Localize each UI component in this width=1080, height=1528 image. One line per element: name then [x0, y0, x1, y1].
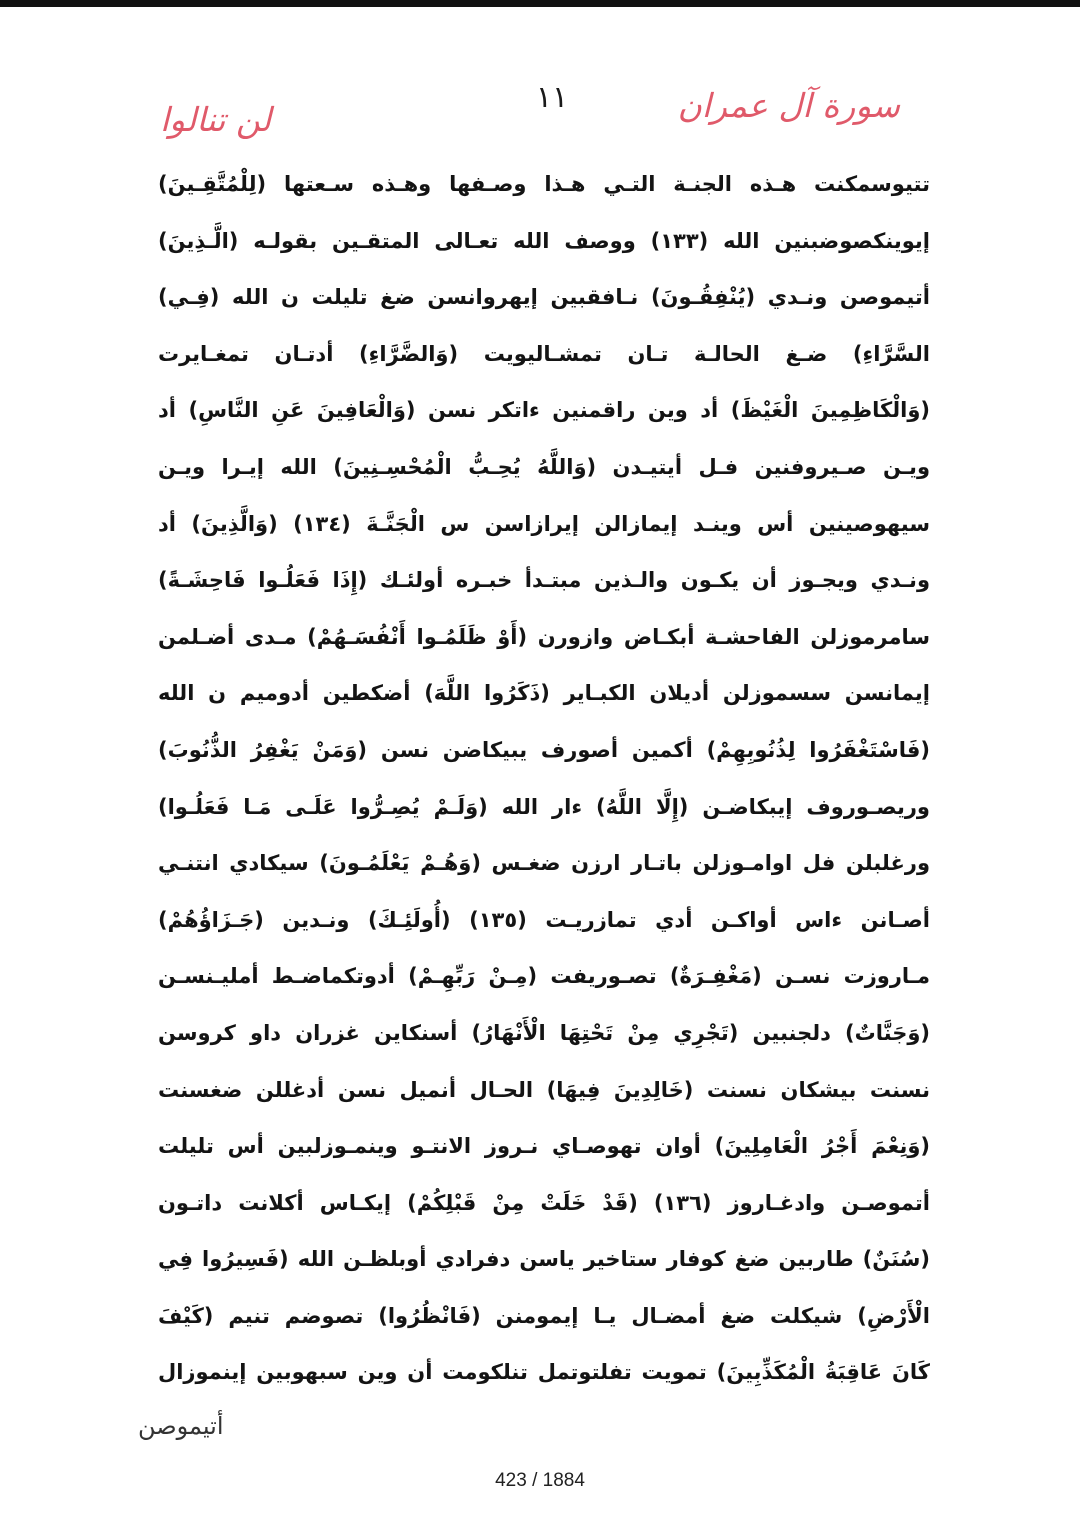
text-line: وريصـوروف إيبكاضـن (إِلَّا اللَّهُ) ءار الله (وَلَـمْ يُصِـرُّوا عَلَـى مَـا فَعَلُـوا)	[158, 794, 930, 819]
text-line: الْأَرْضِ) شيكلت ضغ أمضـال يـا إيمومنن (فَانْظُرُوا) تصوضم تنيم (كَيْفَ	[158, 1303, 930, 1328]
text-line: ونـدي ويجـوز أن يكـون والـذين مبتـدأ خبـره أولئـك (إِذَا فَعَلُـوا فَاحِشَـةً)	[158, 568, 930, 593]
text-line: (فَاسْتَغْفَرُوا لِذُنُوبِهِمْ) أكمين أصورف يبيكاضن نسن (وَمَنْ يَغْفِرُ الذُّنُوبَ)	[158, 737, 930, 762]
text-line: كَانَ عَاقِبَةُ الْمُكَذِّبِينَ) تمويت تفلتوتمل تنلكومت أن وين سبهوبين إينموزال	[158, 1360, 930, 1385]
text-line: إيمانسن سسموزلن أديلان الكبـاير (ذَكَرُوا اللَّهَ) أضكطين أدوميم ن الله	[158, 681, 930, 706]
text-line: مـاروزت نسـن (مَغْفِـرَةٌ) تصـوريفت (مِـنْ رَبِّهِـمْ) أدوتكماضـط أمليـنسـن	[158, 964, 930, 989]
text-line: ورغلبلن فل اوامـوزلن باتـار ارزن ضغـس (وَهُـمْ يَعْلَمُـونَ) سيكادي انتنـي	[158, 851, 930, 876]
text-line: أتيموصن ونـدي (يُنْفِقُـونَ) نـافقبين إيهروانسن ضغ تليلت ن الله (فِـي)	[158, 285, 930, 310]
text-line: السَّرَّاءِ) ضـغ الحالـة تـان تمشـاليويت (وَالضَّرَّاءِ) أدتـان تمغـايرت	[158, 341, 930, 366]
text-line: (وَنِعْمَ أَجْرُ الْعَامِلِينَ) أوان تهوصـاي نـروز الانتـو وينمـوزلبين أس تليلت	[158, 1134, 930, 1159]
catchword: أتيموصن	[138, 1412, 224, 1440]
text-line: سامرموزلن الفاحشـة أبكـاض وازورن (أَوْ ظَلَمُـوا أَنْفُسَـهُمْ) مـدى أضـلمن	[158, 624, 930, 649]
text-line: (وَجَنَّاتٌ) دلجنبين (تَجْرِي مِنْ تَحْتِهَا الْأَنْهَارُ) أسنكاين غزران داو كروسن	[158, 1020, 930, 1045]
page-number: ١١	[535, 80, 569, 115]
text-line: (سُنَنٌ) طاربين ضغ كوفار ستاخير ياسن دفرادي أوبلظـن الله (فَسِيرُوا فِي	[158, 1247, 930, 1272]
text-line: أصـانن ءاس أواكـن أدي تمازريـت (١٣٥) (أُولَئِـكَ) ونـدين (جَـزَاؤُهُمْ)	[158, 907, 930, 932]
verse-reference-annotation: لن تنالوا	[160, 100, 272, 139]
text-line: نسنت بيشكان نسنت (خَالِدِينَ فِيهَا) الحـال أنميل نسن أدغللن ضغسنت	[158, 1077, 930, 1102]
text-line: ويـن صـيروفنين فـل أيتيـدن (وَاللَّهُ يُحِـبُّ الْمُحْسِـنِينَ) الله إيـرا ويـن	[158, 454, 930, 479]
text-line: (وَالْكَاظِمِينَ الْغَيْظَ) أد وين راقمنين ءاتكر نسن (وَالْعَافِينَ عَنِ النَّاسِ) أد	[158, 398, 930, 423]
text-line: تتيوسمكنت هـذه الجنـة التـي هـذا وصـفها وهـذه سـعتها (لِلْمُتَّقِـينَ)	[158, 172, 930, 196]
body-text	[158, 156, 930, 1401]
top-border-rule	[0, 0, 1080, 7]
text-line: إيوينكصوضبنين الله (١٣٣) ووصف الله تعـالى المتقـين بقولـه (الَّـذِينَ)	[158, 228, 930, 253]
page-counter: 423 / 1884	[495, 1470, 585, 1491]
text-line: أتموصـن وادغـاروز (١٣٦) (قَدْ خَلَتْ مِنْ قَبْلِكُمْ) إيكـاس أكلانت داتـون	[158, 1190, 930, 1215]
surah-title-annotation: سورة آل عمران	[677, 86, 900, 125]
text-line: سيهوصينين أس وينـد إيمازالن إيرازاسن س الْجَنَّـةَ (١٣٤) (وَالَّذِينَ) أد	[158, 511, 930, 536]
